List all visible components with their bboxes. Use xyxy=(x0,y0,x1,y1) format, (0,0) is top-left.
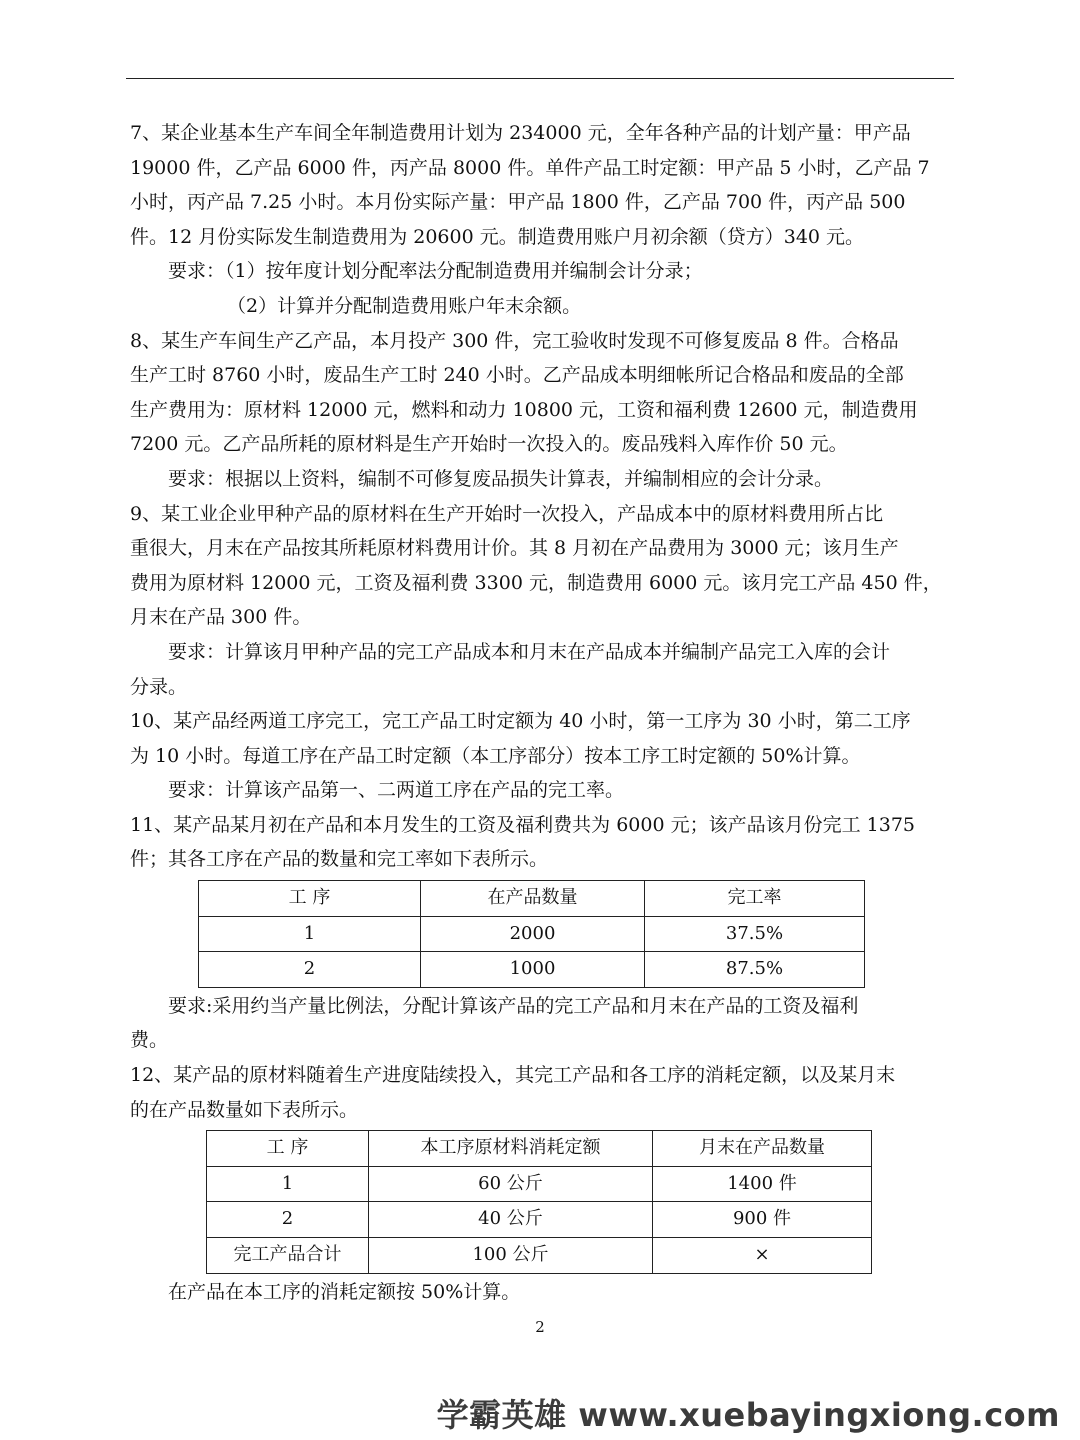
paragraph-line: 11、某产品某月初在产品和本月发生的工资及福利费共为 6000 元；该产品该月份完工 1375 xyxy=(130,813,916,836)
table-header-cell: 完工率 xyxy=(645,881,865,917)
table-cell: 1000 xyxy=(421,952,645,988)
problem-7 xyxy=(130,116,952,324)
table-cell: 37.5% xyxy=(645,916,865,952)
paragraph-line: 12、某产品的原材料随着生产进度陆续投入，其完工产品和各工序的消耗定额，以及某月末 xyxy=(130,1064,896,1087)
table-header-cell: 月末在产品数量 xyxy=(653,1131,872,1167)
paragraph-line: 重很大，月末在产品按其所耗原材料费用计价。其 8 月初在产品费用为 3000 元；该月生产 xyxy=(130,537,899,560)
process-completion-table xyxy=(198,880,865,988)
table-cell: 900 件 xyxy=(653,1202,872,1238)
requirement: 要求:采用约当产量比例法，分配计算该产品的完工产品和月末在产品的工资及福利 xyxy=(168,994,859,1017)
table-row xyxy=(207,1202,872,1238)
paragraph-line: 生产工时 8760 小时，废品生产工时 240 小时。乙产品成本明细帐所记合格品和废品的全部 xyxy=(130,364,904,387)
paragraph-line: 费用为原材料 12000 元，工资及福利费 3300 元，制造费用 6000 元。该月完工产品 450 件， xyxy=(130,571,942,594)
problem-10 xyxy=(130,704,952,808)
table-row xyxy=(199,952,865,988)
paragraph-line: 件。12 月份实际发生制造费用为 20600 元。制造费用账户月初余额（贷方）340 元。 xyxy=(130,225,865,248)
table-cell: 1 xyxy=(207,1166,369,1202)
paragraph-line: 件；其各工序在产品的数量和完工率如下表所示。 xyxy=(130,848,549,871)
document-body xyxy=(130,116,952,1309)
requirement-continuation: 分录。 xyxy=(130,675,188,698)
material-quota-table xyxy=(206,1130,872,1273)
table-row xyxy=(207,1166,872,1202)
note: 在产品在本工序的消耗定额按 50%计算。 xyxy=(168,1280,521,1303)
requirement: 要求：（1）按年度计划分配率法分配制造费用并编制会计分录； xyxy=(168,260,703,283)
requirement: 要求：计算该产品第一、二两道工序在产品的完工率。 xyxy=(168,779,625,802)
problem-9 xyxy=(130,497,952,705)
table-cell: 1400 件 xyxy=(653,1166,872,1202)
paragraph-line: 7、某企业基本生产车间全年制造费用计划为 234000 元，全年各种产品的计划产量：甲产品 xyxy=(130,122,911,144)
paragraph-line: 生产费用为：原材料 12000 元，燃料和动力 10800 元，工资和福利费 12600 元，制造费用 xyxy=(130,398,918,421)
site-watermark: 学霸英雄 www.xuebayingxiong.com xyxy=(436,1396,1060,1434)
paragraph-line: 19000 件，乙产品 6000 件，丙产品 8000 件。单件产品工时定额：甲产品 5 小时，乙产品 7 xyxy=(130,156,930,179)
table-cell: 2 xyxy=(207,1202,369,1238)
problem-11 xyxy=(130,808,952,1058)
table-header-cell: 在产品数量 xyxy=(421,881,645,917)
requirement: 要求：根据以上资料，编制不可修复废品损失计算表，并编制相应的会计分录。 xyxy=(168,467,834,490)
paragraph-line: 8、某生产车间生产乙产品，本月投产 300 件，完工验收时发现不可修复废品 8 件。合格品 xyxy=(130,329,899,352)
paragraph-line: 为 10 小时。每道工序在产品工时定额（本工序部分）按本工序工时定额的 50%计算。 xyxy=(130,744,861,767)
problem-12 xyxy=(130,1058,952,1309)
table-cell: 完工产品合计 xyxy=(207,1238,369,1274)
table-header-row xyxy=(199,881,865,917)
table-header-cell: 工 序 xyxy=(207,1131,369,1167)
table-row xyxy=(207,1238,872,1274)
table-cell: 2 xyxy=(199,952,421,988)
requirement: 要求：计算该月甲种产品的完工产品成本和月末在产品成本并编制产品完工入库的会计 xyxy=(168,640,891,663)
paragraph-line: 的在产品数量如下表所示。 xyxy=(130,1098,359,1121)
paragraph-line: 7200 元。乙产品所耗的原材料是生产开始时一次投入的。废品残料入库作价 50 元。 xyxy=(130,433,848,456)
header-rule xyxy=(126,78,954,79)
page-number: 2 xyxy=(535,1318,545,1336)
table-cell: 1 xyxy=(199,916,421,952)
table-row xyxy=(199,916,865,952)
paragraph-line: 10、某产品经两道工序完工，完工产品工时定额为 40 小时，第一工序为 30 小时，第二工序 xyxy=(130,710,911,733)
table-header-cell: 工 序 xyxy=(199,881,421,917)
table-header-cell: 本工序原材料消耗定额 xyxy=(369,1131,653,1167)
paragraph-line: 9、某工业企业甲种产品的原材料在生产开始时一次投入，产品成本中的原材料费用所占比 xyxy=(130,502,884,525)
table-cell: × xyxy=(653,1238,872,1274)
requirement-continuation: 费。 xyxy=(130,1029,169,1052)
paragraph-line: 月末在产品 300 件。 xyxy=(130,606,312,629)
table-header-row xyxy=(207,1131,872,1167)
requirement: （2）计算并分配制造费用账户年末余额。 xyxy=(227,294,582,317)
table-cell: 60 公斤 xyxy=(369,1166,653,1202)
table-cell: 100 公斤 xyxy=(369,1238,653,1274)
table-cell: 87.5% xyxy=(645,952,865,988)
table-cell: 2000 xyxy=(421,916,645,952)
table-cell: 40 公斤 xyxy=(369,1202,653,1238)
paragraph-line: 小时，丙产品 7.25 小时。本月份实际产量：甲产品 1800 件，乙产品 700 件，丙产品 500 xyxy=(130,191,906,214)
problem-8 xyxy=(130,324,952,497)
